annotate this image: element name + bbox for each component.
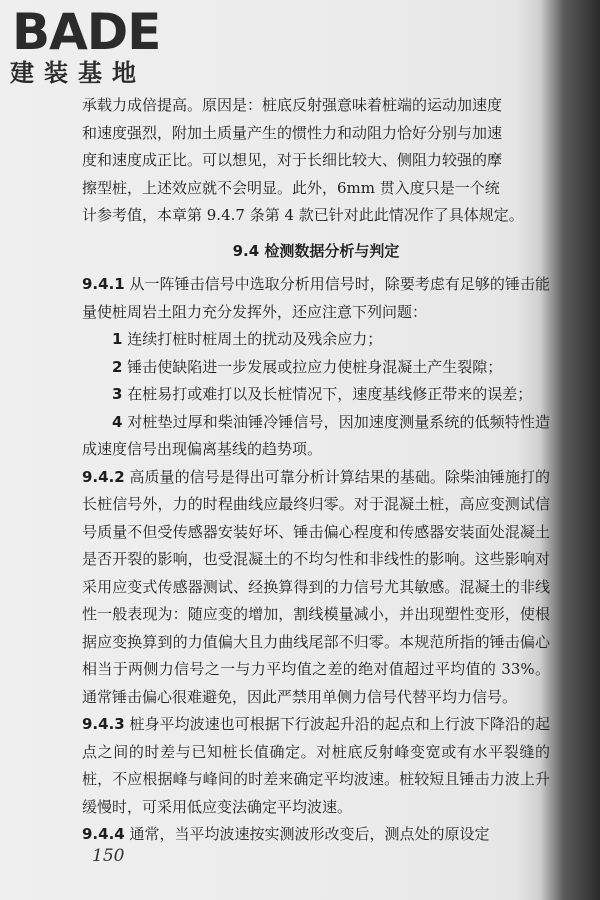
item-number: 3 <box>112 385 123 403</box>
clause-text: 从一阵锤击信号中选取分析用信号时，除要考虑有足够的锤击能量使桩周岩土阻力充分发挥外，还应注意下列问题： <box>82 275 550 321</box>
list-item <box>82 326 550 354</box>
item-number: 4 <box>112 412 123 431</box>
clause-number: 9.4.4 <box>82 825 125 843</box>
bade-logo <box>8 4 178 90</box>
clause-9-4-4 <box>82 821 550 849</box>
clause-number: 9.4.2 <box>82 467 125 486</box>
clause-number: 9.4.1 <box>82 275 125 293</box>
logo-subtitle: 建装基地 <box>10 59 146 87</box>
logo-wordmark: BADE <box>12 3 161 61</box>
clause-number: 9.4.3 <box>82 715 125 733</box>
intro-line-1: 承载力成倍提高。原因是：桩底反射强意味着桩端的运动加速度 <box>82 96 503 114</box>
item-text: 对桩垫过厚和柴油锤冷锤信号，因加速度测量系统的低频特性造成速度信号出现偏离基线的趋势项。 <box>82 412 550 458</box>
item-text: 锤击使缺陷进一步发展或拉应力使桩身混凝土产生裂隙； <box>127 357 503 376</box>
intro-line-3: 度和速度成正比。可以想见，对于长细比较大、侧阻力较强的摩 <box>82 151 503 169</box>
intro-line-5: 计参考值，本章第 9.4.7 条第 4 款已针对此此情况作了具体规定。 <box>82 206 524 224</box>
clause-9-4-2 <box>82 464 550 712</box>
item-number: 1 <box>112 330 123 348</box>
list-item <box>82 354 550 382</box>
item-number: 2 <box>112 357 123 376</box>
page-number: 150 <box>92 846 125 866</box>
intro-line-2: 和速度强烈，附加土质量产生的惯性力和动阻力恰好分别与加速 <box>82 123 503 142</box>
list-item <box>82 409 550 464</box>
section-heading: 9.4 检测数据分析与判定 <box>232 241 400 260</box>
clause-9-4-3 <box>82 711 550 821</box>
list-item <box>82 381 550 409</box>
item-text: 在桩易打或难打以及长桩情况下，速度基线修正带来的误差； <box>127 385 533 403</box>
clause-9-4-1 <box>82 271 550 326</box>
clause-text: 高质量的信号是得出可靠分析计算结果的基础。除柴油锤施打的长桩信号外，力的时程曲线应最终归零。对于混凝土桩，高应变测试信号质量不但受传感器安装好坏、锤击偏心程度和传感器安装面处混凝土是否开裂的影响，也受混凝土的不均匀性和非线性的影响。这些影响对采用应变式传感器测试、经换算得到的力信号尤其敏感。混凝土的非线性一般表现为：随应变的增加，割线模量减小，并出现塑性变形，使根据应变换算到的力值偏大且力曲线尾部不归零。本规范所指的锤击偏心相当于两侧力信号之一与力平均值之差的绝对值超过平均值的 33%。通常锤击偏心很难避免，因此严禁用单侧力信号代替平均力信号。 <box>82 467 550 706</box>
item-text: 连续打桩时桩周土的扰动及残余应力； <box>127 330 383 348</box>
clause-text: 通常，当平均波速按实测波形改变后，测点处的原设定 <box>129 825 490 843</box>
body-text <box>82 92 550 849</box>
clause-text: 桩身平均波速也可根据下行波起升沿的起点和上行波下降沿的起点之间的时差与已知桩长值确定。对桩底反射峰变宽或有水平裂缝的桩，不应根据峰与峰间的时差来确定平均波速。桩较短且锤击力波上升缓慢时，可采用低应变法确定平均波速。 <box>82 715 550 816</box>
intro-line-4: 擦型桩，上述效应就不会明显。此外，6mm 贯入度只是一个统 <box>82 178 500 197</box>
